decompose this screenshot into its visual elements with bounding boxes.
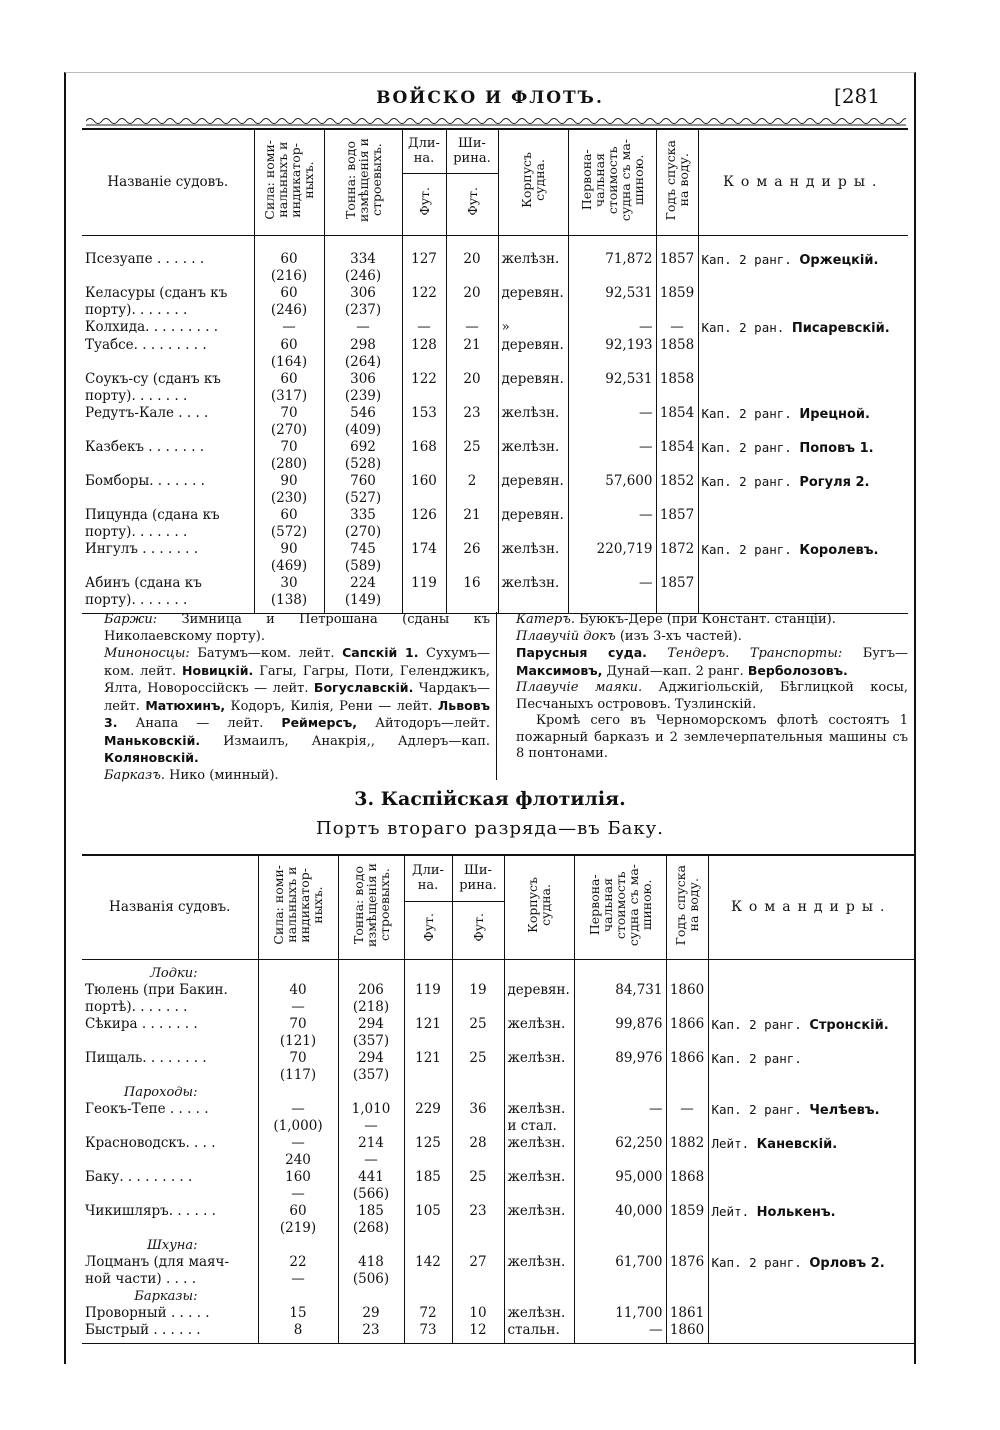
- cell-yr: —: [656, 319, 698, 337]
- notes-divider: [496, 612, 497, 780]
- cell-num: 153: [402, 405, 446, 439]
- cell-name: Туабсе. . . . . . . . .: [82, 337, 254, 371]
- group-row: [82, 1288, 914, 1305]
- cell-name: Абинъ (сдана къ порту). . . . . . .: [82, 575, 254, 609]
- cell-num: —: [254, 319, 324, 337]
- table-row: [82, 1305, 914, 1322]
- cell-num: 760 (527): [324, 473, 402, 507]
- cell-num: 185 (268): [338, 1203, 404, 1237]
- cell-num: 70 (280): [254, 439, 324, 473]
- table-row: [82, 1254, 914, 1288]
- cell-yr: 1857: [656, 575, 698, 609]
- cell-num: 19: [452, 982, 504, 1016]
- commander-rank: Кап. 2 ранг.: [701, 406, 792, 421]
- col-year-header-2: Годъ спуска на воду.: [666, 855, 708, 959]
- commander-rank: Кап. 2 ранг.: [711, 1102, 802, 1117]
- cell-num: 23: [338, 1322, 404, 1339]
- col-length-header-2: Дли- на.: [404, 855, 452, 901]
- cell-cost: 57,600: [568, 473, 656, 507]
- cell-num: 335 (270): [324, 507, 402, 541]
- table-row: [82, 473, 908, 507]
- cell-hull: желѣзн.: [504, 1254, 574, 1288]
- cell-yr: 1854: [656, 405, 698, 439]
- cell-cost: 92,531: [568, 285, 656, 319]
- cell-hull: деревян.: [498, 285, 568, 319]
- cell-hull: деревян.: [498, 507, 568, 541]
- page-title: ВОЙСКО И ФЛОТЪ.: [376, 88, 604, 108]
- cell-name: Редутъ-Кале . . . .: [82, 405, 254, 439]
- cell-yr: 1866: [666, 1050, 708, 1084]
- cell-num: 214 —: [338, 1135, 404, 1169]
- table-row: [82, 1135, 914, 1169]
- running-head: [64, 84, 916, 118]
- cell-cost: 40,000: [574, 1203, 666, 1237]
- col-cmd-header-2: Командиры.: [708, 855, 914, 959]
- cell-hull: желѣзн.: [504, 1135, 574, 1169]
- table-row: [82, 319, 908, 337]
- page-number: [281: [834, 84, 880, 108]
- col-cost-header: Первона- чальная стоимость судна съ ма- шиною.: [568, 129, 656, 235]
- commander-name: Рогуля 2.: [799, 475, 870, 490]
- cell-num: 692 (528): [324, 439, 402, 473]
- table-row: [82, 1169, 914, 1203]
- cell-num: 334 (246): [324, 251, 402, 285]
- group-row: [82, 1084, 914, 1101]
- table-row: [82, 285, 908, 319]
- cell-hull: стальн.: [504, 1322, 574, 1339]
- cell-cost: —: [568, 405, 656, 439]
- cell-num: 122: [402, 371, 446, 405]
- cell-num: 60 (246): [254, 285, 324, 319]
- cell-name: Геокъ-Тепе . . . . .: [82, 1101, 258, 1135]
- col-width-ft-2: Фут.: [452, 901, 504, 959]
- cell-cost: —: [568, 319, 656, 337]
- cell-yr: 1868: [666, 1169, 708, 1203]
- cell-name: Казбекъ . . . . . . .: [82, 439, 254, 473]
- cell-name: Красноводскъ. . . .: [82, 1135, 258, 1169]
- cell-num: 168: [402, 439, 446, 473]
- cell-num: 27: [452, 1254, 504, 1288]
- cell-hull: »: [498, 319, 568, 337]
- cell-yr: 1852: [656, 473, 698, 507]
- col-hull-header-2: Корпусъ судна.: [504, 855, 574, 959]
- cell-num: 70 (121): [258, 1016, 338, 1050]
- cell-cost: 62,250: [574, 1135, 666, 1169]
- cell-hull: желѣзн.: [498, 541, 568, 575]
- cell-num: 60 (317): [254, 371, 324, 405]
- cell-num: 224 (149): [324, 575, 402, 609]
- black-sea-ships-table: [82, 128, 908, 614]
- cell-num: 25: [452, 1050, 504, 1084]
- commander-rank: Кап. 2 ран.: [701, 320, 785, 335]
- cell-hull: деревян.: [504, 982, 574, 1016]
- section-subtitle: Портъ втораго разряда—въ Баку.: [316, 818, 664, 839]
- commander-rank: Кап. 2 ранг.: [711, 1051, 802, 1066]
- cell-num: 745 (589): [324, 541, 402, 575]
- commander: [708, 1169, 914, 1203]
- cell-num: 36: [452, 1101, 504, 1135]
- cell-num: 125: [404, 1135, 452, 1169]
- table-row: [82, 371, 908, 405]
- col-length-ft: Фут.: [402, 173, 446, 235]
- group-row: [82, 1237, 914, 1254]
- commander: [698, 251, 908, 285]
- cell-num: 22 —: [258, 1254, 338, 1288]
- cell-yr: 1866: [666, 1016, 708, 1050]
- cell-num: 26: [446, 541, 498, 575]
- table-row: [82, 1322, 914, 1339]
- commander: [698, 439, 908, 473]
- cell-yr: 1857: [656, 507, 698, 541]
- commander-rank: Лейт.: [711, 1136, 750, 1151]
- cell-hull: деревян.: [498, 371, 568, 405]
- section-title: 3. Каспійская флотилія.: [354, 788, 626, 810]
- cell-cost: 95,000: [574, 1169, 666, 1203]
- commander-name: Орловъ 2.: [809, 1256, 885, 1271]
- cell-num: 23: [446, 405, 498, 439]
- table-row: [82, 1101, 914, 1135]
- commander-name: Стронскій.: [809, 1018, 889, 1033]
- col-cmd-header: Командиры.: [698, 129, 908, 235]
- group-label: Шхуна:: [82, 1237, 258, 1254]
- col-length-header: Дли- на.: [402, 129, 446, 173]
- table-row: [82, 405, 908, 439]
- cell-num: 8: [258, 1322, 338, 1339]
- commander-name: Каневскій.: [756, 1137, 838, 1152]
- cell-num: 20: [446, 285, 498, 319]
- cell-cost: —: [568, 507, 656, 541]
- cell-yr: 1858: [656, 371, 698, 405]
- notes-left: Баржи: Зимница и Петрошана (сданы къ Николаевскому порту). Миноносцы: Батумъ—ком. лейт. Сапскій 1. Сухумъ—ком. лейт. Новицкій. Гагы, Гагры, Поти, Геленджикъ, Ялта, Новороссійскъ — лейт. Богуславскій. Чардакъ—лейт. Матюхинъ, Кодоръ, Килія, Рени — лейт. Львовъ 3. Анапа — лейт. Реймерсъ, Айтодоръ—лейт. Маньковскій. Измаилъ, Анакрія,, Адлеръ—кап. Коляновскій. Барказъ. Нико (минный).: [104, 612, 491, 783]
- commander: [698, 285, 908, 319]
- group-label: Лодки:: [82, 965, 258, 982]
- cell-num: 21: [446, 337, 498, 371]
- cell-name: Пищаль. . . . . . . .: [82, 1050, 258, 1084]
- cell-name: Тюлень (при Бакин. портѣ). . . . . . .: [82, 982, 258, 1016]
- col-tons-header: Тонна: водо измѣщенія и строевыхъ.: [324, 129, 402, 235]
- cell-num: 90 (230): [254, 473, 324, 507]
- cell-yr: —: [666, 1101, 708, 1135]
- cell-num: 160 —: [258, 1169, 338, 1203]
- commander: [698, 575, 908, 609]
- cell-num: 185: [404, 1169, 452, 1203]
- cell-num: 21: [446, 507, 498, 541]
- cell-hull: желѣзн.: [504, 1050, 574, 1084]
- cell-num: 128: [402, 337, 446, 371]
- table-row: [82, 337, 908, 371]
- cell-num: 70 (117): [258, 1050, 338, 1084]
- cell-num: 119: [402, 575, 446, 609]
- commander-name: Челѣевъ.: [809, 1103, 880, 1118]
- cell-num: 126: [402, 507, 446, 541]
- commander: [708, 1322, 914, 1339]
- cell-num: 60 (572): [254, 507, 324, 541]
- col-length-ft-2: Фут.: [404, 901, 452, 959]
- commander: [698, 319, 908, 337]
- notes-right: Катеръ. Буюкъ-Дере (при Констант. станціи). Плавучій докъ (изъ 3-хъ частей). Парусныя суда. Тендеръ. Транспорты: Бугъ— Максимовъ, Дунай—кап. 2 ранг. Верболозовъ. Плавучіе маяки. Аджигіольскій, Бѣглицкой косы, Песчаныхъ острововъ. Тузлинскій. Кромѣ сего въ Черноморскомъ флотѣ состоятъ 1 пожарный барказъ и 2 землечерпательныя машины съ 8 понтонами.: [516, 612, 909, 761]
- cell-num: — 240: [258, 1135, 338, 1169]
- cell-cost: —: [574, 1101, 666, 1135]
- table-row: [82, 1050, 914, 1084]
- commander: [708, 1305, 914, 1322]
- commander: [708, 982, 914, 1016]
- cell-num: — (1,000): [258, 1101, 338, 1135]
- cell-cost: —: [574, 1322, 666, 1339]
- cell-name: Баку. . . . . . . . .: [82, 1169, 258, 1203]
- commander: [698, 473, 908, 507]
- table-row: [82, 541, 908, 575]
- commander-name: Королевъ.: [799, 543, 879, 558]
- cell-yr: 1859: [656, 285, 698, 319]
- cell-name: Проворный . . . . .: [82, 1305, 258, 1322]
- col-name-header: Названіе судовъ.: [82, 129, 254, 235]
- commander-rank: Кап. 2 ранг.: [701, 440, 792, 455]
- col-cost-header-2: Первона- чальная стоимость судна съ ма- шиною.: [574, 855, 666, 959]
- col-name-header-2: Названія судовъ.: [82, 855, 258, 959]
- cell-cost: —: [568, 575, 656, 609]
- caspian-ships-table: [82, 854, 914, 1344]
- commander: [698, 405, 908, 439]
- cell-cost: 99,876: [574, 1016, 666, 1050]
- cell-cost: 71,872: [568, 251, 656, 285]
- cell-num: 70 (270): [254, 405, 324, 439]
- table-row: [82, 251, 908, 285]
- cell-hull: деревян.: [498, 473, 568, 507]
- cell-num: 105: [404, 1203, 452, 1237]
- cell-num: 73: [404, 1322, 452, 1339]
- cell-num: 119: [404, 982, 452, 1016]
- cell-yr: 1882: [666, 1135, 708, 1169]
- cell-hull: желѣзн.: [498, 405, 568, 439]
- col-year-header: Годъ спуска на воду.: [656, 129, 698, 235]
- commander: [698, 371, 908, 405]
- col-width-ft: Фут.: [446, 173, 498, 235]
- cell-num: 90 (469): [254, 541, 324, 575]
- cell-num: —: [402, 319, 446, 337]
- cell-num: 10: [452, 1305, 504, 1322]
- commander-rank: Кап. 2 ранг.: [711, 1017, 802, 1032]
- cell-num: 25: [452, 1169, 504, 1203]
- cell-name: Сѣкира . . . . . . .: [82, 1016, 258, 1050]
- cell-yr: 1860: [666, 1322, 708, 1339]
- table-row: [82, 1203, 914, 1237]
- cell-cost: 92,531: [568, 371, 656, 405]
- cell-num: 306 (239): [324, 371, 402, 405]
- table-row: [82, 575, 908, 609]
- cell-name: Бомборы. . . . . . .: [82, 473, 254, 507]
- cell-yr: 1876: [666, 1254, 708, 1288]
- cell-num: —: [324, 319, 402, 337]
- table-row: [82, 1016, 914, 1050]
- table-row: [82, 982, 914, 1016]
- cell-num: 441 (566): [338, 1169, 404, 1203]
- cell-name: Соукъ-су (сданъ къ порту). . . . . . .: [82, 371, 254, 405]
- cell-yr: 1858: [656, 337, 698, 371]
- cell-name: Лоцманъ (для маяч- ной части) . . . .: [82, 1254, 258, 1288]
- cell-hull: желѣзн. и стал.: [504, 1101, 574, 1135]
- col-power-header-2: Сила: номи- нальныхъ и индикатор- ныхъ.: [258, 855, 338, 959]
- cell-cost: 92,193: [568, 337, 656, 371]
- cell-cost: 84,731: [574, 982, 666, 1016]
- cell-num: 72: [404, 1305, 452, 1322]
- cell-num: 28: [452, 1135, 504, 1169]
- commander: [708, 1254, 914, 1288]
- commander-rank: Лейт.: [711, 1204, 750, 1219]
- commander: [708, 1050, 914, 1084]
- commander: [708, 1016, 914, 1050]
- commander: [708, 1135, 914, 1169]
- cell-num: 2: [446, 473, 498, 507]
- cell-num: 160: [402, 473, 446, 507]
- col-width-header-2: Ши- рина.: [452, 855, 504, 901]
- cell-name: Пицунда (сдана къ порту). . . . . . .: [82, 507, 254, 541]
- cell-hull: желѣзн.: [504, 1305, 574, 1322]
- commander-name: Писаревскій.: [791, 321, 890, 336]
- cell-yr: 1859: [666, 1203, 708, 1237]
- cell-num: 20: [446, 251, 498, 285]
- cell-yr: 1857: [656, 251, 698, 285]
- cell-cost: 61,700: [574, 1254, 666, 1288]
- cell-num: 294 (357): [338, 1016, 404, 1050]
- cell-num: 121: [404, 1050, 452, 1084]
- cell-num: 16: [446, 575, 498, 609]
- group-row: [82, 965, 914, 982]
- cell-num: 60 (216): [254, 251, 324, 285]
- cell-num: 546 (409): [324, 405, 402, 439]
- cell-num: 122: [402, 285, 446, 319]
- cell-cost: 11,700: [574, 1305, 666, 1322]
- cell-name: Колхида. . . . . . . . .: [82, 319, 254, 337]
- cell-num: 142: [404, 1254, 452, 1288]
- cell-num: 298 (264): [324, 337, 402, 371]
- cell-num: —: [446, 319, 498, 337]
- col-width-header: Ши- рина.: [446, 129, 498, 173]
- cell-name: Псезуапе . . . . . .: [82, 251, 254, 285]
- cell-name: Ингулъ . . . . . . .: [82, 541, 254, 575]
- cell-num: 60 (219): [258, 1203, 338, 1237]
- commander: [708, 1101, 914, 1135]
- cell-num: 25: [452, 1016, 504, 1050]
- cell-num: 294 (357): [338, 1050, 404, 1084]
- cell-cost: —: [568, 439, 656, 473]
- cell-cost: 220,719: [568, 541, 656, 575]
- col-tons-header-2: Тонна: водо измѣщенія и строевыхъ.: [338, 855, 404, 959]
- wavy-rule: [86, 116, 906, 126]
- cell-hull: желѣзн.: [498, 251, 568, 285]
- cell-hull: деревян.: [498, 337, 568, 371]
- cell-num: 20: [446, 371, 498, 405]
- cell-num: 12: [452, 1322, 504, 1339]
- cell-num: 29: [338, 1305, 404, 1322]
- table-row: [82, 439, 908, 473]
- commander-name: Поповъ 1.: [799, 441, 874, 456]
- col-hull-header: Корпусъ судна.: [498, 129, 568, 235]
- cell-hull: желѣзн.: [504, 1016, 574, 1050]
- cell-num: 127: [402, 251, 446, 285]
- col-power-header: Сила: номи- нальныхъ и индикатор- ныхъ.: [254, 129, 324, 235]
- cell-cost: 89,976: [574, 1050, 666, 1084]
- commander-name: Оржецкій.: [799, 253, 879, 268]
- group-label: Барказы:: [82, 1288, 258, 1305]
- group-label: Пароходы:: [82, 1084, 258, 1101]
- cell-num: 23: [452, 1203, 504, 1237]
- table-row: [82, 507, 908, 541]
- commander-rank: Кап. 2 ранг.: [711, 1255, 802, 1270]
- cell-num: 174: [402, 541, 446, 575]
- cell-num: 206 (218): [338, 982, 404, 1016]
- cell-yr: 1861: [666, 1305, 708, 1322]
- cell-num: 306 (237): [324, 285, 402, 319]
- cell-num: 30 (138): [254, 575, 324, 609]
- commander-rank: Кап. 2 ранг.: [701, 542, 792, 557]
- cell-hull: желѣзн.: [504, 1169, 574, 1203]
- cell-num: 60 (164): [254, 337, 324, 371]
- cell-hull: желѣзн.: [498, 439, 568, 473]
- cell-yr: 1854: [656, 439, 698, 473]
- commander: [698, 507, 908, 541]
- cell-num: 121: [404, 1016, 452, 1050]
- cell-num: 40 —: [258, 982, 338, 1016]
- cell-num: 15: [258, 1305, 338, 1322]
- cell-name: Келасуры (сданъ къ порту). . . . . . .: [82, 285, 254, 319]
- cell-num: 229: [404, 1101, 452, 1135]
- cell-num: 25: [446, 439, 498, 473]
- cell-num: 418 (506): [338, 1254, 404, 1288]
- cell-yr: 1872: [656, 541, 698, 575]
- commander-rank: Кап. 2 ранг.: [701, 252, 792, 267]
- commander: [698, 541, 908, 575]
- cell-hull: желѣзн.: [498, 575, 568, 609]
- commander-name: Ирецной.: [799, 407, 870, 422]
- commander: [708, 1203, 914, 1237]
- cell-hull: желѣзн.: [504, 1203, 574, 1237]
- cell-name: Быстрый . . . . . .: [82, 1322, 258, 1339]
- cell-yr: 1860: [666, 982, 708, 1016]
- commander-name: Нолькенъ.: [756, 1205, 836, 1220]
- commander: [698, 337, 908, 371]
- cell-name: Чикишляръ. . . . . .: [82, 1203, 258, 1237]
- cell-num: 1,010 —: [338, 1101, 404, 1135]
- commander-rank: Кап. 2 ранг.: [701, 474, 792, 489]
